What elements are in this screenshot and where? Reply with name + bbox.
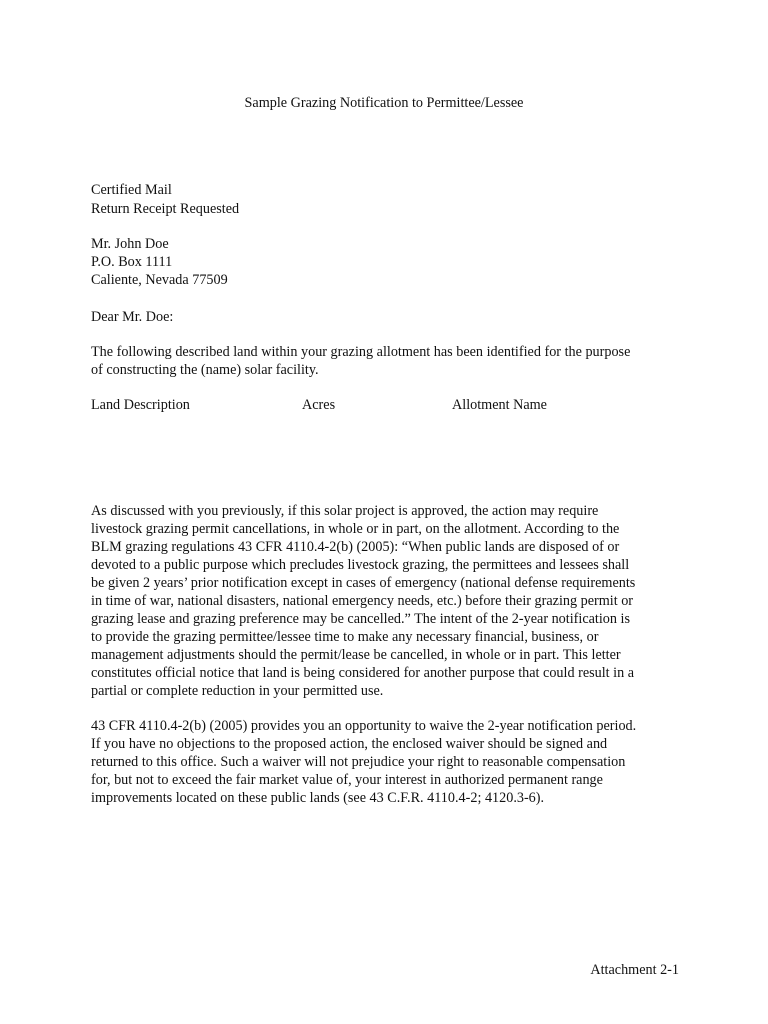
paragraph-line: in time of war, national disasters, national emergency needs, etc.) before their grazing permit or: [91, 593, 634, 609]
regulation-paragraph: [91, 502, 681, 700]
header-allotment-name: Allotment Name: [452, 397, 547, 413]
address-po-box: P.O. Box 1111: [91, 254, 173, 270]
paragraph-line: grazing lease and grazing preference may be cancelled.” The intent of the 2-year notification is: [91, 611, 631, 627]
attachment-label: Attachment 2-1: [590, 962, 679, 978]
paragraph-line: be given 2 years’ prior notification except in cases of emergency (national defense requirements: [91, 575, 636, 591]
salutation: Dear Mr. Doe:: [91, 309, 174, 325]
paragraph-line: improvements located on these public lands (see 43 C.F.R. 4110.4-2; 4120.3-6).: [91, 790, 545, 806]
paragraph-line: constitutes official notice that land is being considered for another purpose that could result in a: [91, 665, 635, 681]
address-city: Caliente, Nevada 77509: [91, 272, 228, 288]
paragraph-line: devoted to a public purpose which precludes livestock grazing, the permittees and lessees shall: [91, 557, 630, 573]
intro-line: The following described land within your grazing allotment has been identified for the purpose: [91, 344, 631, 360]
paragraph-line: management adjustments should the permit/lease be cancelled, in whole or in part. This letter: [91, 647, 621, 663]
paragraph-line: for, but not to exceed the fair market value of, your interest in authorized permanent range: [91, 772, 603, 788]
paragraph-line: to provide the grazing permittee/lessee time to make any necessary financial, business, or: [91, 629, 599, 645]
paragraph-line: 43 CFR 4110.4-2(b) (2005) provides you an opportunity to waive the 2-year notification period.: [91, 718, 637, 734]
header-land-description: Land Description: [91, 397, 190, 413]
paragraph-line: returned to this office. Such a waiver will not prejudice your right to reasonable compensation: [91, 754, 626, 770]
mailing-line-receipt: Return Receipt Requested: [91, 201, 240, 217]
paragraph-line: BLM grazing regulations 43 CFR 4110.4-2(b) (2005): “When public lands are disposed of or: [91, 539, 620, 555]
intro-paragraph: [91, 343, 681, 379]
header-acres: Acres: [302, 397, 336, 413]
paragraph-line: If you have no objections to the proposed action, the enclosed waiver should be signed and: [91, 736, 608, 752]
intro-line: of constructing the (name) solar facility.: [91, 362, 319, 378]
paragraph-line: livestock grazing permit cancellations, in whole or in part, on the allotment. According to the: [91, 521, 620, 537]
paragraph-line: As discussed with you previously, if this solar project is approved, the action may require: [91, 503, 599, 519]
mailing-line-certified: Certified Mail: [91, 182, 172, 198]
paragraph-line: partial or complete reduction in your permitted use.: [91, 683, 384, 699]
document-title: Sample Grazing Notification to Permittee/Lessee: [244, 95, 524, 111]
address-name: Mr. John Doe: [91, 236, 169, 252]
waiver-paragraph: [91, 717, 681, 807]
